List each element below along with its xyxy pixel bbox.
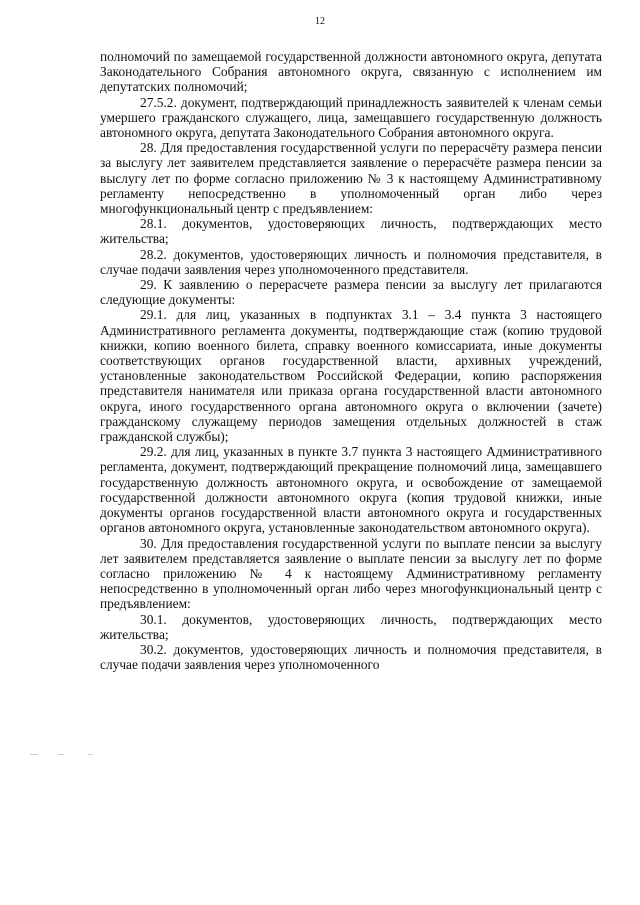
scan-artifact xyxy=(88,754,93,755)
paragraph-29-1: 29.1. для лиц, указанных в подпунктах 3.1 – 3.4 пункта 3 настоящего Административного регламента документы, подтверждающие стаж (копию трудовой книжки, копию военного билета, справку военного комиссариата, иные документы соответствующих органов государственной власти, архивных учреждений, установленные законодательством Российской Федерации, копию распоряжения представителя нанимателя или приказа органа государственной власти автономного округа, иного государственного органа автономного округа о включении (зачете) гражданскому служащему периодов замещения отдельных должностей в стаж гражданской службы); xyxy=(100,307,602,445)
paragraph-28: 28. Для предоставления государственной услуги по перерасчёту размера пенсии за выслугу лет заявителем представляется заявление о перерасчёте размера пенсии за выслугу лет по форме согласно приложению № 3 к настоящему Административному регламенту непосредственно в уполномоченный орган либо через многофункциональный центр с предъявлением: xyxy=(100,140,602,217)
paragraph-29: 29. К заявлению о перерасчете размера пенсии за выслугу лет прилагаются следующие документы: xyxy=(100,277,602,308)
paragraph-continuation: полномочий по замещаемой государственной должности автономного округа, депутата Законодательного Собрания автономного округа, связанную с исполнением им депутатских полномочий; xyxy=(100,49,602,95)
paragraph-30-2: 30.2. документов, удостоверяющих личность и полномочия представителя, в случае подачи заявления через уполномоченного xyxy=(100,641,602,673)
paragraph-27-5-2: 27.5.2. документ, подтверждающий принадлежность заявителей к членам семьи умершего гражданского служащего, лица, замещавшего государственную должность автономного округа, депутата Законодательного Собрания автономного округа. xyxy=(100,94,602,141)
document-body xyxy=(100,49,602,672)
scan-artifact xyxy=(30,754,38,755)
paragraph-28-2: 28.2. документов, удостоверяющих личность и полномочия представителя, в случае подачи заявления через уполномоченного представителя. xyxy=(100,246,602,277)
paragraph-30-1: 30.1. документов, удостоверяющих личность, подтверждающих место жительства; xyxy=(100,611,602,642)
paragraph-28-1: 28.1. документов, удостоверяющих личность, подтверждающих место жительства; xyxy=(100,216,602,247)
paragraph-29-2: 29.2. для лиц, указанных в пункте 3.7 пункта 3 настоящего Административного регламента, документ, подтверждающий прекращение полномочий лица, замещавшего государственную должность автономного округа, и освобождение от замещаемой государственной должности автономного округа (копия трудовой книжки, иные документы органов государственной власти автономного округа и государственных органов автономного округа, установленные законодательством автономного округа). xyxy=(100,444,602,536)
page-number: 12 xyxy=(315,16,325,27)
paragraph-30: 30. Для предоставления государственной услуги по выплате пенсии за выслугу лет заявителем представляется заявление о выплате пенсии за выслугу лет по форме согласно приложению № 4 к настоящему Административному регламенту непосредственно в уполномоченный орган либо через многофункциональный центр с предъявлением: xyxy=(100,535,602,612)
scan-artifact xyxy=(58,754,64,755)
